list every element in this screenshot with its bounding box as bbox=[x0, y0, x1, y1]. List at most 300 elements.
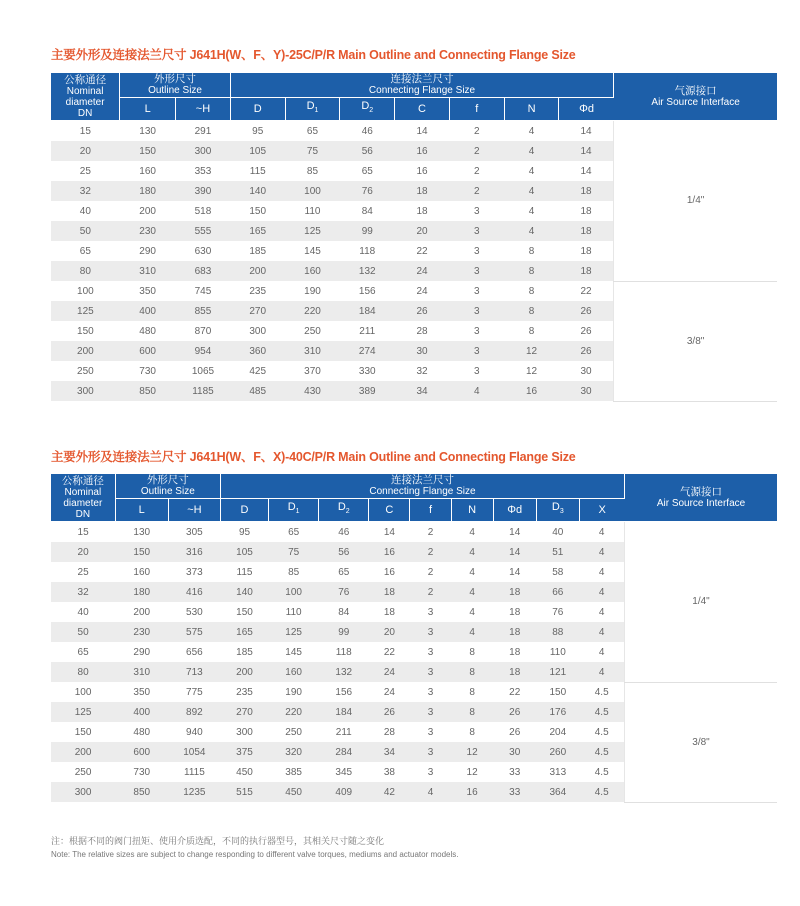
table-cell: 125 bbox=[51, 301, 120, 321]
table-cell: 4 bbox=[469, 566, 475, 578]
table-cell: 18 bbox=[559, 221, 614, 241]
table-cell: 28 bbox=[383, 726, 395, 738]
table-cell: 176 bbox=[536, 702, 579, 722]
table-cell: 76 bbox=[552, 606, 564, 618]
table-cell: 3 bbox=[474, 245, 480, 257]
table-cell: 32 bbox=[51, 181, 120, 201]
flange-header bbox=[230, 73, 613, 98]
table-cell: 8 bbox=[469, 686, 475, 698]
table-cell: 46 bbox=[338, 526, 350, 538]
table-cell: 20 bbox=[369, 622, 410, 642]
table-cell: 305 bbox=[186, 526, 203, 538]
table-cell: 75 bbox=[285, 141, 340, 161]
table-row bbox=[51, 121, 777, 142]
col-header-d: D bbox=[220, 499, 268, 522]
col-header-phid: Φd bbox=[559, 98, 614, 121]
table-cell: 4 bbox=[579, 622, 624, 642]
table-cell: 100 bbox=[285, 181, 340, 201]
table-cell: 480 bbox=[139, 325, 156, 337]
table-cell: 310 bbox=[285, 341, 340, 361]
table-cell: 300 bbox=[236, 726, 253, 738]
table-cell: 1065 bbox=[191, 365, 215, 377]
table-cell: 3 bbox=[449, 341, 504, 361]
table-row bbox=[51, 682, 777, 702]
col-header-d2: $D_2$ bbox=[319, 499, 369, 522]
table-cell: 2 bbox=[427, 526, 434, 538]
table-cell: 370 bbox=[304, 365, 321, 377]
table-cell: 4 bbox=[598, 646, 605, 658]
table-cell: 3 bbox=[427, 646, 434, 658]
table-cell: 180 bbox=[115, 582, 168, 602]
table-cell: 184 bbox=[319, 702, 369, 722]
table-cell: 200 bbox=[220, 662, 268, 682]
table-cell: 850 bbox=[115, 782, 168, 802]
dn-header-en1: Nominal bbox=[64, 486, 102, 498]
table-cell: 15 bbox=[79, 125, 91, 137]
table-cell: 185 bbox=[236, 646, 253, 658]
table-cell: 4 bbox=[504, 141, 559, 161]
table-cell: 14 bbox=[493, 542, 536, 562]
table-cell: 58 bbox=[552, 566, 564, 578]
table-cell: 84 bbox=[338, 606, 350, 618]
table-cell: 270 bbox=[220, 702, 268, 722]
flange-header-cn: 连接法兰尺寸 bbox=[390, 73, 454, 85]
table-cell: 76 bbox=[340, 181, 395, 201]
table-cell: 150 bbox=[77, 325, 94, 337]
table-cell: 4 bbox=[598, 566, 605, 578]
table-cell: 630 bbox=[194, 245, 212, 257]
air-header-cn: 气源接口 bbox=[674, 84, 717, 97]
table-cell: 165 bbox=[230, 221, 285, 241]
dn-header-en3: DN bbox=[77, 107, 93, 119]
table-cell: 160 bbox=[269, 662, 319, 682]
table-cell: 730 bbox=[133, 766, 151, 778]
table-cell: 12 bbox=[525, 365, 538, 377]
table-cell: 3 bbox=[427, 686, 434, 698]
table-cell: 34 bbox=[369, 742, 410, 762]
table-cell: 40 bbox=[79, 205, 91, 217]
col-header-n: N bbox=[451, 499, 493, 522]
table-cell: 105 bbox=[230, 141, 285, 161]
table-cell: 8 bbox=[469, 646, 475, 658]
col-header-d3: $D_3$ bbox=[536, 499, 579, 522]
table-cell: 76 bbox=[319, 582, 369, 602]
table-cell: 50 bbox=[51, 221, 120, 241]
table-cell: 16 bbox=[451, 782, 493, 802]
table-cell: 3 bbox=[410, 702, 451, 722]
table-cell: 66 bbox=[536, 582, 579, 602]
col-header-d: D bbox=[230, 98, 285, 121]
col-header-x: X bbox=[579, 499, 624, 522]
table-cell: 3 bbox=[410, 622, 451, 642]
table-cell: 14 bbox=[580, 165, 592, 177]
table-cell: 22 bbox=[509, 686, 521, 698]
table-cell: 160 bbox=[139, 165, 156, 177]
table-cell: 4 bbox=[469, 606, 475, 618]
col-header-f: f bbox=[449, 98, 504, 121]
table-cell: 1185 bbox=[176, 381, 231, 401]
table-cell: 132 bbox=[319, 662, 369, 682]
col-header-d1: $D_1$ bbox=[269, 499, 319, 522]
table-cell: 30 bbox=[580, 365, 592, 377]
table-cell: 100 bbox=[269, 582, 319, 602]
flange-size-table-40 bbox=[51, 474, 777, 803]
table-cell: 1054 bbox=[168, 742, 220, 762]
col-header-h: ~H bbox=[176, 98, 231, 121]
table-cell: 185 bbox=[249, 245, 267, 257]
table-cell: 95 bbox=[252, 125, 264, 137]
table-cell: 713 bbox=[168, 662, 220, 682]
flange-header-en: Connecting Flange Size bbox=[369, 486, 476, 497]
table-cell: 14 bbox=[416, 125, 428, 137]
table-cell: 99 bbox=[340, 221, 395, 241]
table-cell: 3 bbox=[427, 606, 434, 618]
table-cell: 33 bbox=[493, 782, 536, 802]
table-cell: 4 bbox=[504, 181, 559, 201]
table-cell: 28 bbox=[416, 325, 428, 337]
table-cell: 51 bbox=[536, 542, 579, 562]
dn-header-en1: Nominal bbox=[66, 85, 104, 97]
table-cell: 20 bbox=[395, 221, 450, 241]
table-cell: 350 bbox=[139, 285, 156, 297]
table-cell: 850 bbox=[120, 381, 176, 401]
table-cell: 18 bbox=[395, 181, 450, 201]
table-cell: 485 bbox=[230, 381, 285, 401]
col-header-l: L bbox=[115, 499, 168, 522]
table-cell: 235 bbox=[236, 686, 253, 698]
table-cell: 150 bbox=[249, 205, 267, 217]
table-cell: 3 bbox=[410, 662, 451, 682]
col-header-c: C bbox=[395, 98, 450, 121]
table-cell: 4 bbox=[528, 165, 535, 177]
table-cell: 22 bbox=[383, 646, 395, 658]
table-cell: 26 bbox=[493, 702, 536, 722]
table-cell: 40 bbox=[77, 606, 89, 618]
air-source-header bbox=[614, 73, 777, 121]
table-cell: 4 bbox=[504, 221, 559, 241]
table-cell: 46 bbox=[361, 125, 373, 137]
table-cell: 353 bbox=[194, 165, 212, 177]
table-cell: 3 bbox=[427, 726, 434, 738]
table1-title: 主要外形及连接法兰尺寸 J641H(W、F、Y)-25C/P/R Main Outline and Connecting Flange Size bbox=[51, 48, 576, 62]
col-header-h: ~H bbox=[168, 499, 220, 522]
table-cell: 125 bbox=[285, 221, 340, 241]
table-cell: 75 bbox=[269, 542, 319, 562]
table-cell: 683 bbox=[176, 261, 231, 281]
table-cell: 65 bbox=[338, 566, 350, 578]
table-cell: 230 bbox=[120, 221, 176, 241]
table-cell: 18 bbox=[369, 582, 410, 602]
table-cell: 26 bbox=[509, 726, 521, 738]
table-cell: 156 bbox=[335, 686, 353, 698]
dn-header bbox=[51, 73, 120, 121]
table-cell: 184 bbox=[340, 301, 395, 321]
table-cell: 88 bbox=[536, 622, 579, 642]
table-cell: 200 bbox=[133, 606, 151, 618]
table-cell: 99 bbox=[319, 622, 369, 642]
table-cell: 260 bbox=[536, 742, 579, 762]
table-cell: 416 bbox=[168, 582, 220, 602]
table-cell: 115 bbox=[249, 165, 266, 177]
air-header-en: Air Source Interface bbox=[656, 497, 746, 509]
table-cell: 14 bbox=[580, 125, 592, 137]
table-cell: 8 bbox=[469, 726, 475, 738]
table-cell: 250 bbox=[74, 766, 92, 778]
table-cell: 2 bbox=[427, 566, 434, 578]
table-cell: 15 bbox=[77, 526, 89, 538]
air-source-size: 1/4" bbox=[625, 522, 777, 683]
table-cell: 4 bbox=[451, 542, 493, 562]
table-cell: 65 bbox=[306, 125, 319, 137]
table-cell: 400 bbox=[115, 702, 168, 722]
table-cell: 4.5 bbox=[594, 726, 609, 738]
table-cell: 150 bbox=[236, 606, 253, 618]
flange-header bbox=[220, 474, 624, 499]
table-cell: 450 bbox=[269, 782, 319, 802]
table-cell: 8 bbox=[528, 325, 535, 337]
table-cell: 3 bbox=[474, 365, 480, 377]
table-cell: 32 bbox=[416, 365, 428, 377]
dn-header bbox=[51, 474, 115, 522]
table-cell: 65 bbox=[77, 646, 89, 658]
table-cell: 18 bbox=[509, 606, 521, 618]
col-header-c: C bbox=[369, 499, 410, 522]
table-cell: 200 bbox=[139, 205, 156, 217]
table-cell: 105 bbox=[220, 542, 268, 562]
table-cell: 8 bbox=[504, 301, 559, 321]
table-cell: 220 bbox=[285, 301, 340, 321]
table-cell: 8 bbox=[528, 285, 535, 297]
table-cell: 30 bbox=[493, 742, 536, 762]
table-cell: 160 bbox=[133, 566, 151, 578]
table-cell: 400 bbox=[120, 301, 176, 321]
table-cell: 14 bbox=[509, 526, 521, 538]
table-cell: 8 bbox=[451, 662, 493, 682]
table-cell: 118 bbox=[359, 245, 376, 257]
table-cell: 4.5 bbox=[579, 702, 624, 722]
table-cell: 313 bbox=[549, 766, 567, 778]
table-cell: 3 bbox=[449, 301, 504, 321]
table-cell: 250 bbox=[77, 365, 94, 377]
table-cell: 30 bbox=[559, 381, 614, 401]
table-cell: 26 bbox=[395, 301, 450, 321]
table-cell: 316 bbox=[168, 542, 220, 562]
table-cell: 100 bbox=[74, 686, 92, 698]
table-cell: 235 bbox=[249, 285, 267, 297]
table-cell: 450 bbox=[236, 766, 253, 778]
table-cell: 16 bbox=[504, 381, 559, 401]
table-cell: 4 bbox=[449, 381, 504, 401]
table-cell: 4 bbox=[451, 622, 493, 642]
table-cell: 18 bbox=[509, 646, 521, 658]
table-cell: 32 bbox=[51, 582, 115, 602]
table-cell: 110 bbox=[549, 646, 566, 658]
table-cell: 4 bbox=[410, 782, 451, 802]
col-header-n: N bbox=[504, 98, 559, 121]
table-cell: 14 bbox=[383, 526, 395, 538]
table-cell: 4.5 bbox=[579, 742, 624, 762]
table-cell: 18 bbox=[559, 261, 614, 281]
table-cell: 18 bbox=[493, 582, 536, 602]
table-cell: 200 bbox=[51, 341, 120, 361]
table-cell: 145 bbox=[285, 646, 302, 658]
table-cell: 3 bbox=[474, 325, 480, 337]
table-cell: 1235 bbox=[168, 782, 220, 802]
table-cell: 34 bbox=[395, 381, 450, 401]
air-source-size: 1/4" bbox=[614, 121, 777, 282]
table-cell: 4 bbox=[528, 205, 535, 217]
table-cell: 56 bbox=[319, 542, 369, 562]
table-cell: 14 bbox=[509, 566, 521, 578]
table-cell: 26 bbox=[559, 341, 614, 361]
outline-header bbox=[120, 73, 231, 98]
table-cell: 4 bbox=[598, 526, 605, 538]
table-cell: 150 bbox=[120, 141, 176, 161]
table-cell: 2 bbox=[410, 582, 451, 602]
table-cell: 65 bbox=[288, 526, 300, 538]
table-cell: 22 bbox=[416, 245, 428, 257]
table-cell: 84 bbox=[361, 205, 373, 217]
table-cell: 25 bbox=[77, 566, 89, 578]
outline-header-en: Outline Size bbox=[148, 85, 202, 96]
table-cell: 42 bbox=[369, 782, 410, 802]
table-cell: 22 bbox=[580, 285, 592, 297]
flange-header-en: Connecting Flange Size bbox=[368, 85, 476, 96]
table-cell: 1115 bbox=[184, 766, 205, 778]
dn-header-en2: diameter bbox=[65, 96, 105, 108]
table-row bbox=[51, 522, 777, 543]
note-en: Note: The relative sizes are subject to change responding to different valve torques, mediums and actuator models. bbox=[51, 850, 459, 859]
table-cell: 364 bbox=[536, 782, 579, 802]
table-cell: 18 bbox=[416, 205, 428, 217]
table-cell: 24 bbox=[395, 261, 450, 281]
dn-header-cn: 公称通径 bbox=[64, 73, 107, 86]
flange-header-cn: 连接法兰尺寸 bbox=[390, 474, 454, 486]
table-cell: 4 bbox=[528, 125, 535, 137]
table-cell: 515 bbox=[220, 782, 268, 802]
table-cell: 2 bbox=[449, 141, 504, 161]
table-cell: 600 bbox=[120, 341, 176, 361]
table-cell: 190 bbox=[304, 285, 321, 297]
col-header-phid: Φd bbox=[493, 499, 536, 522]
table-cell: 390 bbox=[176, 181, 231, 201]
table-cell: 745 bbox=[194, 285, 212, 297]
table-cell: 14 bbox=[559, 141, 614, 161]
table-cell: 18 bbox=[580, 205, 592, 217]
table-cell: 95 bbox=[238, 526, 251, 538]
table-cell: 389 bbox=[340, 381, 395, 401]
dn-header-en2: diameter bbox=[63, 497, 103, 509]
table-cell: 85 bbox=[288, 566, 300, 578]
air-header-cn: 气源接口 bbox=[680, 485, 722, 498]
table-cell: 310 bbox=[115, 662, 168, 682]
table-cell: 360 bbox=[230, 341, 285, 361]
outline-header bbox=[115, 474, 220, 499]
table-cell: 211 bbox=[335, 726, 352, 738]
table-cell: 270 bbox=[230, 301, 285, 321]
table-cell: 100 bbox=[77, 285, 94, 297]
table-cell: 30 bbox=[395, 341, 450, 361]
table-cell: 56 bbox=[340, 141, 395, 161]
table-cell: 24 bbox=[369, 662, 410, 682]
table-cell: 310 bbox=[120, 261, 176, 281]
table-cell: 230 bbox=[115, 622, 168, 642]
col-header-f: f bbox=[410, 499, 451, 522]
table-cell: 730 bbox=[139, 365, 156, 377]
table-cell: 8 bbox=[504, 261, 559, 281]
table-cell: 80 bbox=[51, 261, 120, 281]
table-cell: 18 bbox=[493, 622, 536, 642]
table-cell: 430 bbox=[285, 381, 340, 401]
table-cell: 150 bbox=[115, 542, 168, 562]
dn-header-cn: 公称通径 bbox=[61, 474, 104, 487]
table-cell: 575 bbox=[168, 622, 220, 642]
table-cell: 330 bbox=[358, 365, 376, 377]
table-cell: 190 bbox=[285, 686, 302, 698]
table-cell: 250 bbox=[285, 726, 302, 738]
col-header-l: L bbox=[120, 98, 176, 121]
air-source-size: 3/8" bbox=[625, 682, 777, 802]
table-cell: 855 bbox=[176, 301, 231, 321]
table-cell: 4.5 bbox=[579, 782, 624, 802]
table-row bbox=[51, 281, 777, 301]
table-cell: 3 bbox=[449, 261, 504, 281]
table-cell: 775 bbox=[186, 686, 203, 698]
outline-header-cn: 外形尺寸 bbox=[146, 474, 189, 486]
table-cell: 118 bbox=[335, 646, 352, 658]
table-cell: 284 bbox=[319, 742, 369, 762]
table-cell: 600 bbox=[115, 742, 168, 762]
table-cell: 555 bbox=[176, 221, 231, 241]
table-cell: 33 bbox=[509, 766, 521, 778]
table-cell: 12 bbox=[451, 742, 493, 762]
table-cell: 300 bbox=[249, 325, 267, 337]
table-cell: 65 bbox=[79, 245, 91, 257]
table-cell: 530 bbox=[186, 606, 203, 618]
table-cell: 200 bbox=[230, 261, 285, 281]
table-cell: 425 bbox=[249, 365, 267, 377]
table-cell: 180 bbox=[120, 181, 176, 201]
table-cell: 2 bbox=[474, 165, 480, 177]
table-cell: 18 bbox=[383, 606, 395, 618]
table-cell: 300 bbox=[176, 141, 231, 161]
table-cell: 125 bbox=[269, 622, 319, 642]
table-cell: 150 bbox=[74, 726, 92, 738]
table-cell: 110 bbox=[285, 606, 302, 618]
table-cell: 211 bbox=[359, 325, 376, 337]
table-cell: 16 bbox=[395, 141, 450, 161]
table-cell: 4 bbox=[579, 662, 624, 682]
table-cell: 4.5 bbox=[594, 766, 609, 778]
table-cell: 3 bbox=[474, 205, 480, 217]
table-cell: 8 bbox=[451, 702, 493, 722]
table-cell: 4 bbox=[469, 526, 475, 538]
table-cell: 4 bbox=[579, 582, 624, 602]
table-cell: 954 bbox=[176, 341, 231, 361]
table-cell: 274 bbox=[340, 341, 395, 361]
table-cell: 3 bbox=[410, 742, 451, 762]
table-cell: 85 bbox=[306, 165, 319, 177]
table-cell: 345 bbox=[335, 766, 353, 778]
table-cell: 291 bbox=[194, 125, 212, 137]
air-source-size: 3/8" bbox=[614, 281, 777, 401]
col-header-d1: $D_1$ bbox=[285, 98, 340, 121]
table-cell: 16 bbox=[383, 566, 395, 578]
table-cell: 24 bbox=[416, 285, 428, 297]
table-cell: 115 bbox=[236, 566, 253, 578]
table-cell: 250 bbox=[304, 325, 321, 337]
table-cell: 156 bbox=[358, 285, 376, 297]
